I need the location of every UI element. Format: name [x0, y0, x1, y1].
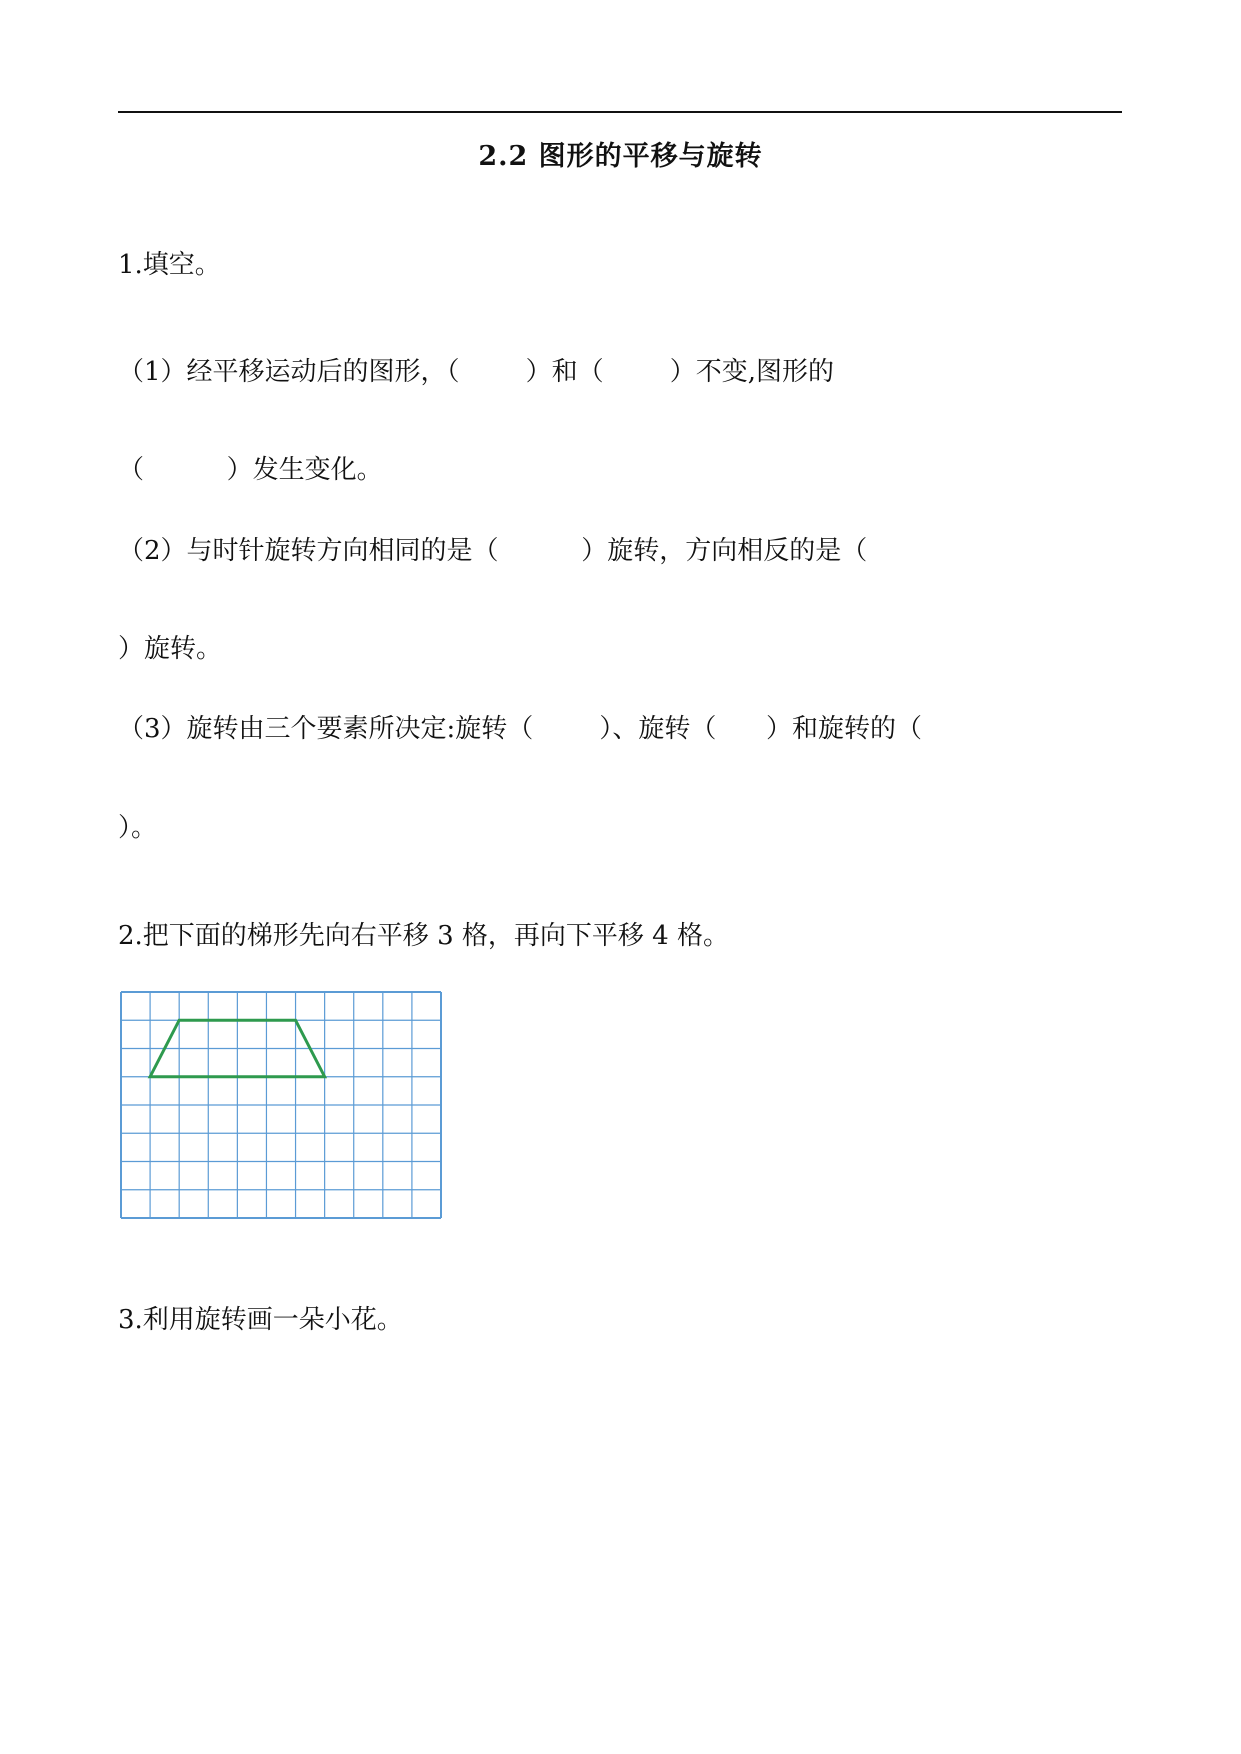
grid-figure [120, 991, 442, 1219]
question-2-heading: 2.把下面的梯形先向右平移 3 格，再向下平移 4 格。 [118, 921, 729, 951]
question-1-part-2-line-2: ）旋转。 [118, 634, 223, 664]
top-rule [118, 111, 1122, 113]
page-title: 2.2 图形的平移与旋转 [478, 141, 763, 172]
question-1-heading: 1.填空。 [118, 250, 221, 280]
question-1-part-2-line-1: （2）与时针旋转方向相同的是（ ）旋转，方向相反的是（ [118, 536, 868, 566]
question-1-part-1-line-1: （1）经平移运动后的图形，（ ）和（ ）不变,图形的 [118, 357, 835, 387]
question-3-heading: 3.利用旋转画一朵小花。 [118, 1305, 403, 1335]
question-1-part-3-line-2: ）。 [118, 813, 158, 843]
question-1-part-3-line-1: （3）旋转由三个要素所决定:旋转（ ）、旋转（ ）和旋转的（ [118, 714, 923, 744]
question-1-part-1-line-2: （ ）发生变化。 [118, 455, 383, 485]
grid-svg [120, 991, 442, 1219]
